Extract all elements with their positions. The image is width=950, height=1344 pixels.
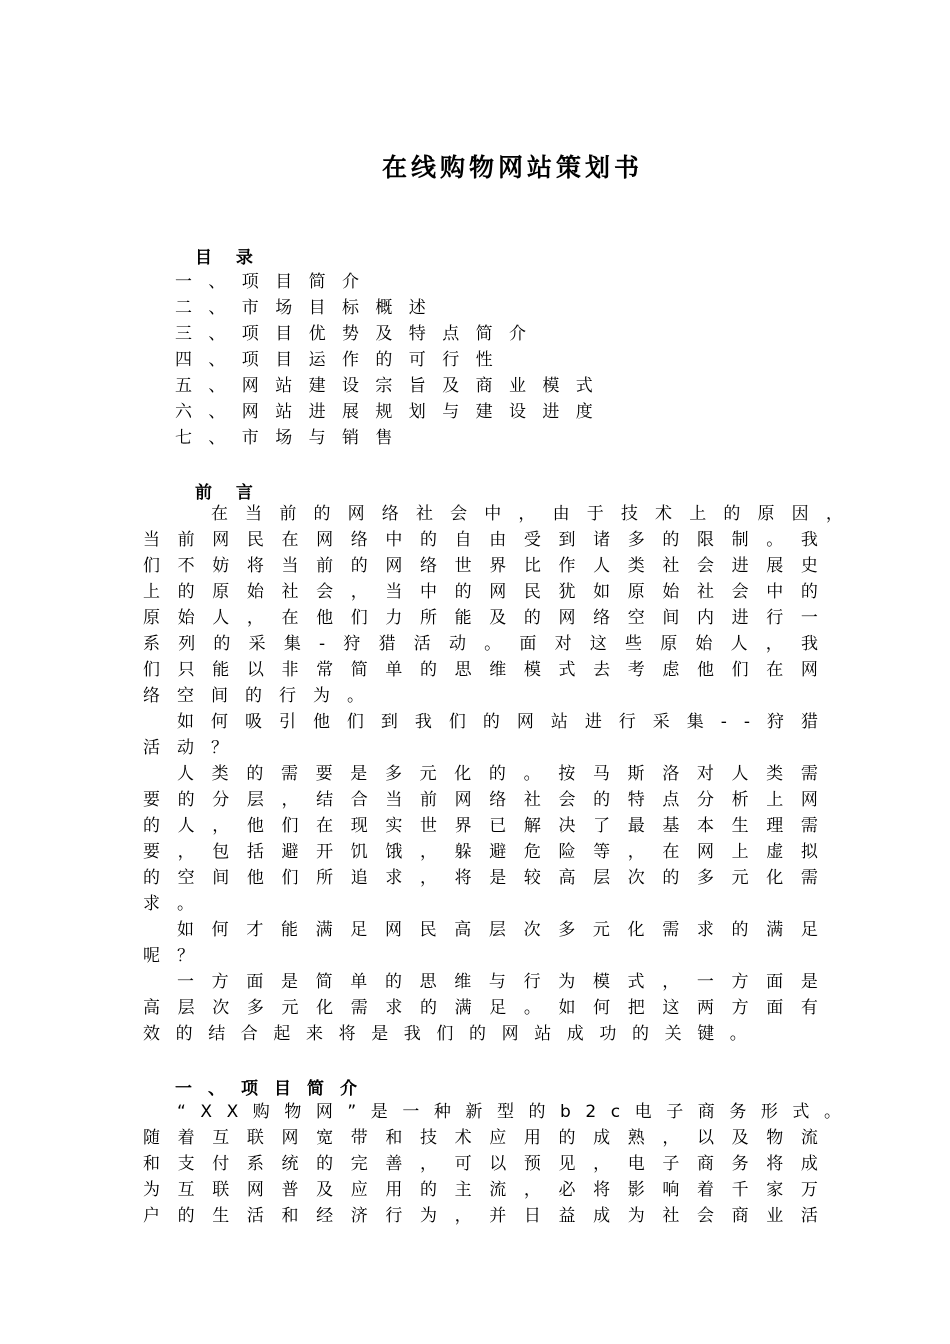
section-1-line: 随 着 互 联 网 宽 带 和 技 术 应 用 的 成 熟 ， 以 及 物 流 (143, 1128, 818, 1148)
preface-line: 上 的 原 始 社 会 ， 当 中 的 网 民 犹 如 原 始 社 会 中 的 (143, 582, 818, 602)
toc-item[interactable]: 四、项目运作的可行性 (175, 350, 509, 370)
preface-line: 在 当 前 的 网 络 社 会 中 ， 由 于 技 术 上 的 原 因 ， (211, 504, 843, 524)
preface-line: 活动？ (143, 738, 245, 758)
section-1-line: 和 支 付 系 统 的 完 善 ， 可 以 预 见 ， 电 子 商 务 将 成 (143, 1154, 818, 1174)
preface-line: 们 不 妨 将 当 前 的 网 络 世 界 比 作 人 类 社 会 进 展 史 (143, 556, 818, 576)
toc-item[interactable]: 六、网站进展规划与建设进度 (175, 402, 610, 422)
preface-line: 要 的 分 层 ， 结 合 当 前 网 络 社 会 的 特 点 分 析 上 网 (143, 790, 818, 810)
toc-item[interactable]: 一、项目简介 (175, 272, 376, 292)
preface-line: 的 人 ， 他 们 在 现 实 世 界 已 解 决 了 最 基 本 生 理 需 (143, 816, 818, 836)
toc-item[interactable]: 七、市场与销售 (175, 428, 409, 448)
preface-line: 们 只 能 以 非 常 简 单 的 思 维 模 式 去 考 虑 他 们 在 网 (143, 660, 818, 680)
section-1-heading: 一、项目简介 (175, 1079, 373, 1099)
section-1-line: 为 互 联 网 普 及 应 用 的 主 流 ， 必 将 影 响 着 千 家 万 (143, 1180, 818, 1200)
preface-line: 当 前 网 民 在 网 络 中 的 自 由 受 到 诸 多 的 限 制 。 我 (143, 530, 818, 550)
toc-item[interactable]: 三、项目优势及特点简介 (175, 324, 543, 344)
preface-heading: 前 言 (195, 483, 262, 503)
preface-line: 的 空 间 他 们 所 追 求 ， 将 是 较 高 层 次 的 多 元 化 需 (143, 868, 818, 888)
section-1-line: “ X X 购 物 网 ” 是 一 种 新 型 的 b 2 c 电 子 商 务 形 式 。 (177, 1102, 841, 1122)
preface-line: 如 何 才 能 满 足 网 民 高 层 次 多 元 化 需 求 的 满 足 (177, 920, 818, 940)
preface-line: 原 始 人 ， 在 他 们 力 所 能 及 的 网 络 空 间 内 进 行 一 (143, 608, 818, 628)
toc-item[interactable]: 五、网站建设宗旨及商业模式 (175, 376, 610, 396)
preface-line: 如 何 吸 引 他 们 到 我 们 的 网 站 进 行 采 集 - - 狩 猎 (177, 712, 818, 732)
document-title: 在线购物网站策划书 (382, 153, 644, 182)
preface-line: 呢？ (143, 946, 211, 966)
preface-line: 效的结合起来将是我们的网站成功的关键。 (143, 1024, 763, 1044)
preface-line: 人 类 的 需 要 是 多 元 化 的 。 按 马 斯 洛 对 人 类 需 (177, 764, 818, 784)
preface-line: 一 方 面 是 简 单 的 思 维 与 行 为 模 式 ， 一 方 面 是 (177, 972, 818, 992)
preface-line: 系 列 的 采 集 - 狩 猎 活 动 。 面 对 这 些 原 始 人 ， 我 (143, 634, 818, 654)
preface-line: 络空间的行为。 (143, 686, 381, 706)
table-of-contents (175, 269, 609, 451)
toc-item[interactable]: 二、市场目标概述 (175, 298, 443, 318)
preface-line: 高 层 次 多 元 化 需 求 的 满 足 。 如 何 把 这 两 方 面 有 (143, 998, 818, 1018)
preface-line: 求。 (143, 894, 211, 914)
toc-heading: 目 录 (195, 248, 262, 268)
section-1-line: 户 的 生 活 和 经 济 行 为 ， 并 日 益 成 为 社 会 商 业 活 (143, 1206, 818, 1226)
preface-line: 要 ， 包 括 避 开 饥 饿 ， 躲 避 危 险 等 ， 在 网 上 虚 拟 (143, 842, 818, 862)
